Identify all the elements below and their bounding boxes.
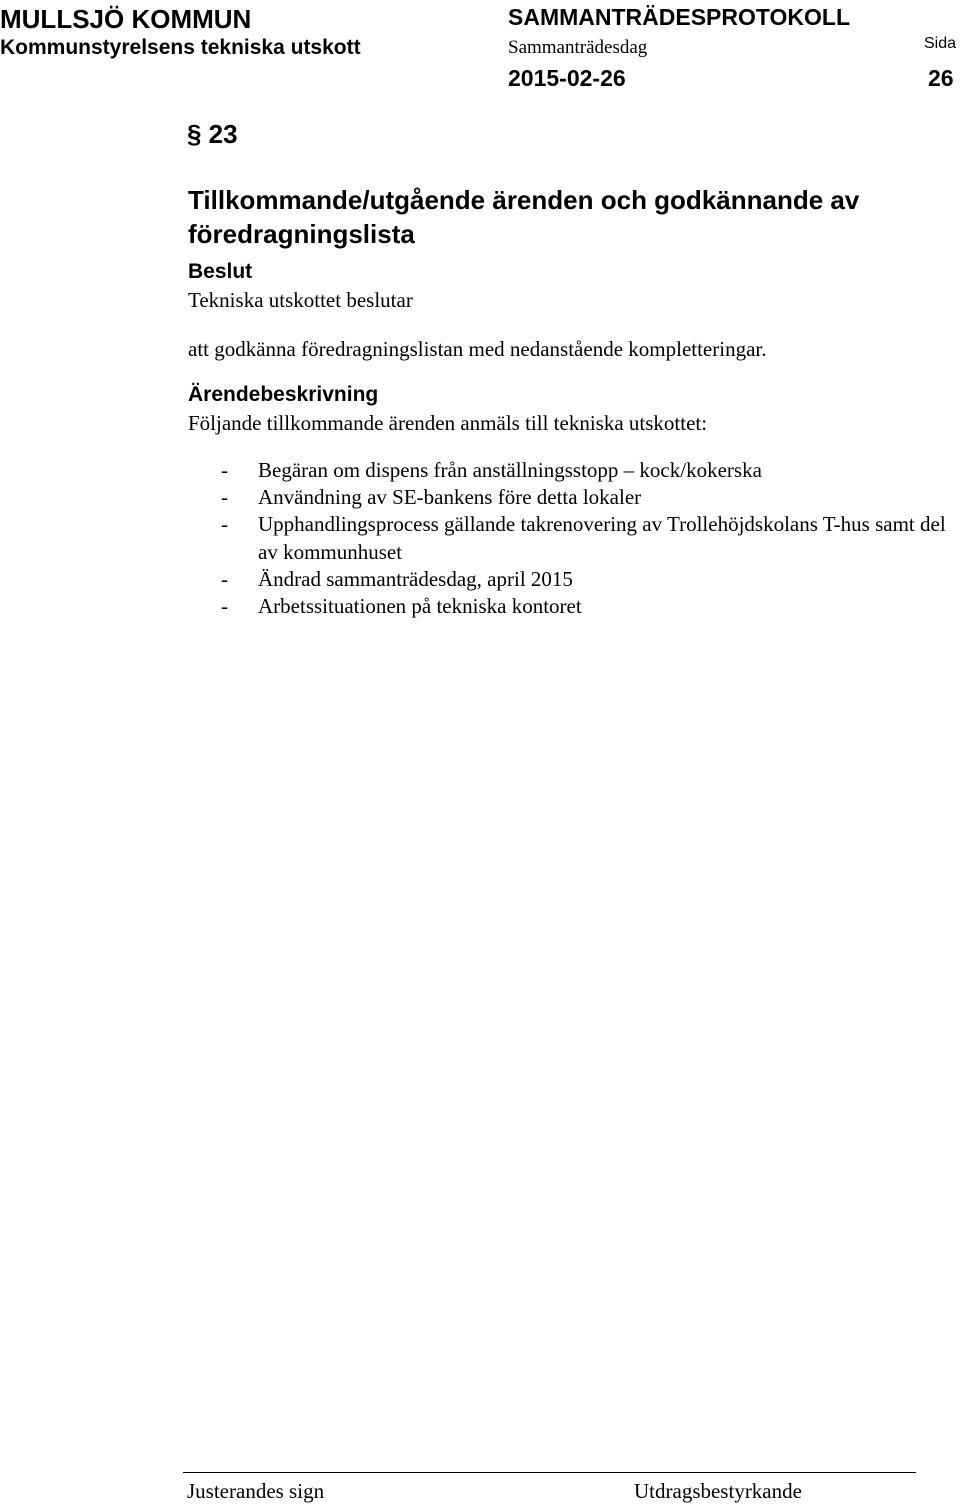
list-item: - Ändrad sammanträdesdag, april 2015	[221, 566, 573, 591]
certification-label: Utdragsbestyrkande	[634, 1479, 802, 1503]
list-item-text: Arbetssituationen på tekniska kontoret	[258, 594, 582, 619]
list-item: - Begäran om dispens från anställningsstopp – kock/kokerska	[221, 458, 762, 482]
list-item-text: Ändrad sammanträdesdag, april 2015	[258, 566, 573, 591]
list-item: - Användning av SE-bankens före detta lokaler	[221, 485, 642, 510]
document-type: SAMMANTRÄDESPROTOKOLL	[508, 4, 851, 30]
list-item: - Arbetssituationen på tekniska kontoret	[221, 594, 582, 619]
footer-rule	[183, 1472, 916, 1473]
description-heading: Ärendebeskrivning	[188, 383, 379, 406]
meeting-date-label: Sammanträdesdag	[508, 37, 648, 58]
decision-intro: Tekniska utskottet beslutar	[188, 288, 413, 312]
department-name: Kommunstyrelsens tekniska utskott	[0, 36, 361, 59]
section-title: Tillkommande/utgående ärenden och godkännande av föredragningslista	[188, 185, 860, 249]
signature-label: Justerandes sign	[187, 1479, 325, 1503]
paragraph-number: § 23	[187, 119, 238, 149]
list-item-text: Användning av SE-bankens före detta lokaler	[258, 485, 642, 510]
page-number: 26	[928, 65, 954, 91]
decision-text: att godkänna föredragningslistan med nedanstående kompletteringar.	[188, 337, 767, 361]
municipality-name: MULLSJÖ KOMMUN	[0, 4, 252, 34]
added-items-list	[221, 457, 946, 620]
meeting-date: 2015-02-26	[508, 65, 626, 91]
list-item: - Upphandlingsprocess gällande takrenovering av Trollehöjdskolans T-hus samt del av kommunhuset	[221, 512, 946, 564]
list-item-text: Begäran om dispens från anställningsstopp – kock/kokerska	[258, 458, 762, 482]
decision-heading: Beslut	[188, 260, 253, 283]
page-label: Sida	[924, 35, 957, 52]
description-intro: Följande tillkommande ärenden anmäls till tekniska utskottet:	[188, 411, 708, 435]
list-item-text: Upphandlingsprocess gällande takrenovering av Trollehöjdskolans T-hus samt del av kommunhuset	[258, 512, 946, 564]
